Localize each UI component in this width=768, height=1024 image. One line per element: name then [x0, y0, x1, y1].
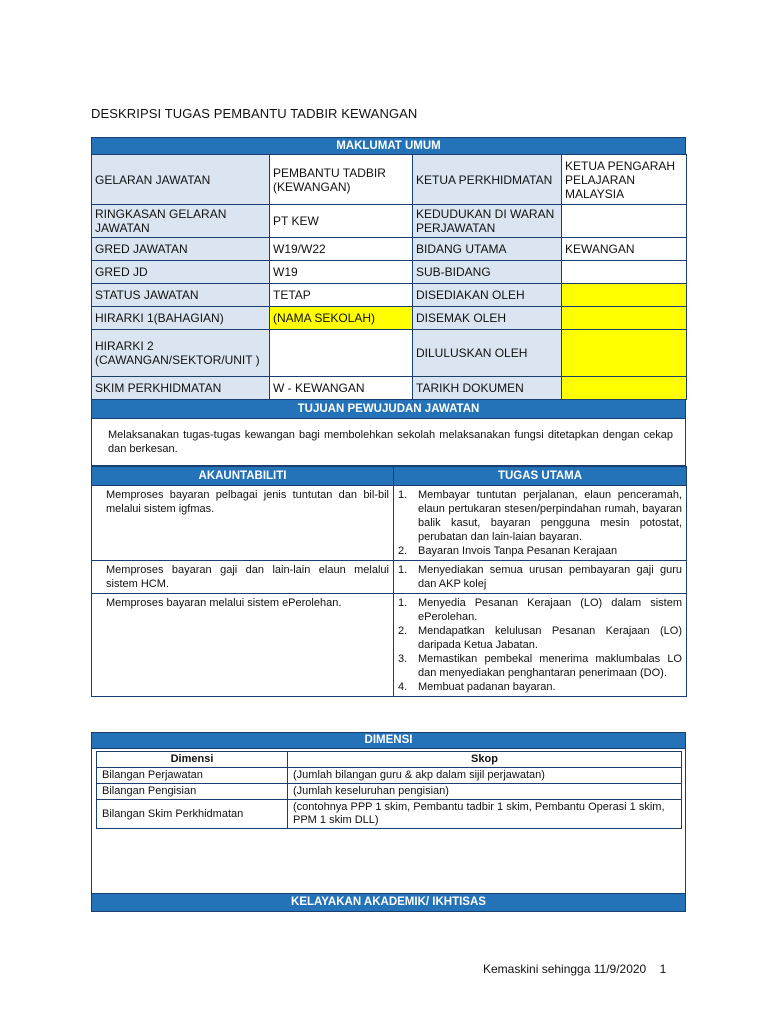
info-row — [92, 284, 687, 307]
task-list-cell — [394, 486, 687, 561]
task-list — [396, 563, 682, 591]
info-value-highlight — [562, 330, 687, 377]
info-value — [270, 330, 413, 377]
info-label: GRED JAWATAN — [92, 238, 270, 261]
info-label: GRED JD — [92, 261, 270, 284]
info-value-highlight — [562, 307, 687, 330]
dimension-name: Bilangan Perjawatan — [97, 768, 288, 784]
info-row — [92, 261, 687, 284]
task-item — [396, 488, 682, 544]
accountability-table — [91, 466, 687, 697]
accountability-row — [92, 486, 687, 561]
info-value-highlight — [562, 377, 687, 400]
accountability-row — [92, 561, 687, 594]
info-value: KEWANGAN — [562, 238, 687, 261]
info-label: HIRARKI 1(BAHAGIAN) — [92, 307, 270, 330]
info-label: SKIM PERKHIDMATAN — [92, 377, 270, 400]
footer — [483, 962, 666, 976]
info-row — [92, 238, 687, 261]
task-text: Bayaran Invois Tanpa Pesanan Kerajaan — [418, 545, 618, 557]
task-list-cell — [394, 594, 687, 697]
info-value: KETUA PENGARAH PELAJARAN MALAYSIA — [562, 155, 687, 205]
info-label: DILULUSKAN OLEH — [413, 330, 562, 377]
dimension-row — [97, 800, 682, 829]
section-header-tujuan: TUJUAN PEWUJUDAN JAWATAN — [91, 399, 686, 419]
task-list — [396, 488, 682, 558]
dimension-scope: (Jumlah bilangan guru & akp dalam sijil perjawatan) — [288, 768, 682, 784]
accountability-text: Memproses bayaran melalui sistem ePerolehan. — [92, 594, 394, 697]
info-value: W19 — [270, 261, 413, 284]
info-value: TETAP — [270, 284, 413, 307]
info-value — [562, 205, 687, 238]
info-value: PT KEW — [270, 205, 413, 238]
info-label: GELARAN JAWATAN — [92, 155, 270, 205]
task-item — [396, 563, 682, 591]
dimension-scope: (Jumlah keseluruhan pengisian) — [288, 784, 682, 800]
task-number: 1. — [398, 564, 408, 576]
task-list-cell — [394, 561, 687, 594]
info-label: STATUS JAWATAN — [92, 284, 270, 307]
info-row — [92, 377, 687, 400]
info-label: SUB-BIDANG — [413, 261, 562, 284]
document-title: DESKRIPSI TUGAS PEMBANTU TADBIR KEWANGAN — [91, 106, 418, 121]
dimension-table — [96, 751, 682, 829]
purpose-box — [91, 419, 686, 466]
accountability-row — [92, 594, 687, 697]
section-header-dimensi: DIMENSI — [91, 732, 686, 749]
task-text: Mendapatkan kelulusan Pesanan Kerajaan (LO) daripada Ketua Jabatan. — [418, 625, 682, 651]
task-item — [396, 624, 682, 652]
info-value: W19/W22 — [270, 238, 413, 261]
task-number: 1. — [398, 489, 408, 501]
dimension-row — [97, 768, 682, 784]
info-label: BIDANG UTAMA — [413, 238, 562, 261]
task-number: 4. — [398, 681, 408, 693]
task-item — [396, 596, 682, 624]
dimension-name: Bilangan Skim Perkhidmatan — [97, 800, 288, 829]
info-row — [92, 155, 687, 205]
info-label: KEDUDUKAN DI WARAN PERJAWATAN — [413, 205, 562, 238]
task-list — [396, 596, 682, 694]
info-label: RINGKASAN GELARAN JAWATAN — [92, 205, 270, 238]
task-item — [396, 544, 682, 558]
info-label: DISEMAK OLEH — [413, 307, 562, 330]
info-value-highlight: (NAMA SEKOLAH) — [270, 307, 413, 330]
info-row — [92, 205, 687, 238]
general-info-table — [91, 154, 687, 400]
task-text: Menyedia Pesanan Kerajaan (LO) dalam sistem ePerolehan. — [418, 597, 682, 623]
info-value — [562, 261, 687, 284]
task-number: 3. — [398, 653, 408, 665]
dimension-column-header: Dimensi — [97, 752, 288, 768]
task-text: Membuat padanan bayaran. — [418, 681, 556, 693]
info-label: HIRARKI 2 (CAWANGAN/SEKTOR/UNIT ) — [92, 330, 270, 377]
info-label: DISEDIAKAN OLEH — [413, 284, 562, 307]
task-text: Membayar tuntutan perjalanan, elaun penceramah, elaun pertukaran stesen/perpindahan rumah, bayaran balik kasut, bayaran pengguna mesin potostat, perubatan dan lain-laian bayaran. — [418, 489, 682, 543]
task-number: 2. — [398, 625, 408, 637]
info-row — [92, 307, 687, 330]
purpose-text: Melaksanakan tugas-tugas kewangan bagi membolehkan sekolah melaksanakan fungsi ditetapkan dengan cekap dan berkesan. — [108, 429, 673, 455]
info-value: PEMBANTU TADBIR (KEWANGAN) — [270, 155, 413, 205]
info-label: TARIKH DOKUMEN — [413, 377, 562, 400]
task-number: 2. — [398, 545, 408, 557]
info-label: KETUA PERKHIDMATAN — [413, 155, 562, 205]
info-value: W - KEWANGAN — [270, 377, 413, 400]
dimension-name: Bilangan Pengisian — [97, 784, 288, 800]
accountability-text: Memproses bayaran gaji dan lain-lain elaun melalui sistem HCM. — [92, 561, 394, 594]
page-number: 1 — [659, 962, 667, 976]
scope-column-header: Skop — [288, 752, 682, 768]
column-header-tugas-utama: TUGAS UTAMA — [394, 467, 687, 486]
info-value-highlight — [562, 284, 687, 307]
task-item — [396, 652, 682, 680]
task-item — [396, 680, 682, 694]
task-number: 1. — [398, 597, 408, 609]
column-header-akauntabiliti: AKAUNTABILITI — [92, 467, 394, 486]
info-row — [92, 330, 687, 377]
section-header-maklumat-umum: MAKLUMAT UMUM — [91, 137, 686, 155]
accountability-text: Memproses bayaran pelbagai jenis tuntutan dan bil-bil melalui sistem igfmas. — [92, 486, 394, 561]
task-text: Memastikan pembekal menerima maklumbalas LO dan menyediakan penghantaran penerimaan (DO). — [418, 653, 682, 679]
section-header-kelayakan: KELAYAKAN AKADEMIK/ IKHTISAS — [91, 893, 686, 912]
task-text: Menyediakan semua urusan pembayaran gaji guru dan AKP kolej — [418, 564, 682, 590]
dimension-scope: (contohnya PPP 1 skim, Pembantu tadbir 1 skim, Pembantu Operasi 1 skim, PPM 1 skim DLL) — [288, 800, 682, 829]
dimension-row — [97, 784, 682, 800]
update-date: Kemaskini sehingga 11/9/2020 — [483, 962, 647, 976]
